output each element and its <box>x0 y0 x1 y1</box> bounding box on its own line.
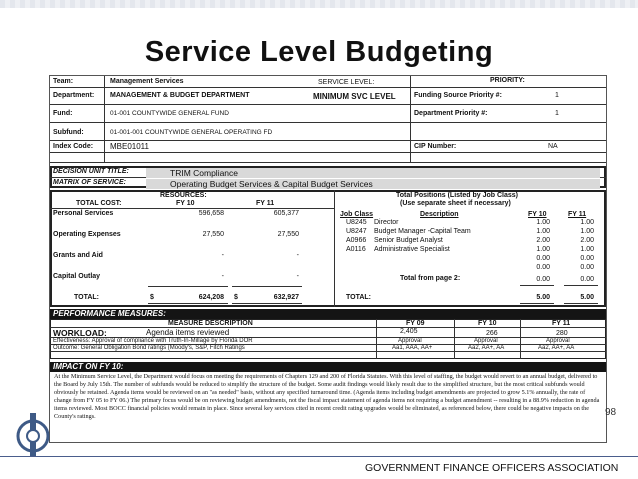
position-job: U8245 <box>346 219 367 226</box>
decision-title-value: TRIM Compliance <box>146 168 600 178</box>
fy11-header: FY 11 <box>256 200 275 207</box>
resources-total-fy10: 624,208 <box>198 294 224 301</box>
resource-label: Personal Services <box>53 210 114 217</box>
resource-fy10: - <box>221 273 224 280</box>
measure-desc: Effectiveness: Approval of compliance with Truth-In-Millage by Florida DOR <box>53 338 253 344</box>
resources-label: RESOURCES: <box>160 192 207 199</box>
position-fy11: 0.00 <box>580 255 594 262</box>
service-level-label: SERVICE LEVEL: <box>318 79 375 86</box>
page-number: 98 <box>605 407 617 418</box>
position-desc: Senior Budget Analyst <box>374 237 443 244</box>
resource-fy11: - <box>296 273 299 280</box>
budget-form <box>49 75 607 443</box>
position-fy10: 1.00 <box>536 219 550 226</box>
decision-title-label: DECISION UNIT TITLE: <box>53 168 129 175</box>
resource-label: Operating Expenses <box>53 231 121 238</box>
department-priority-value: 1 <box>555 110 559 117</box>
divider <box>148 303 228 304</box>
measure-desc: Agenda items reviewed <box>146 328 230 337</box>
divider <box>50 87 606 88</box>
performance-heading: PERFORMANCE MEASURES: <box>50 309 606 319</box>
matrix-label: MATRIX OF SERVICE: <box>53 179 126 186</box>
positions-subheading: (Use separate sheet if necessary) <box>400 200 511 207</box>
divider <box>410 76 411 162</box>
resources-total-fy11: 632,927 <box>273 294 299 301</box>
resource-fy10: 27,550 <box>202 231 224 238</box>
divider <box>334 190 335 307</box>
gfoa-logo <box>14 405 52 463</box>
position-fy11: 0.00 <box>580 264 594 271</box>
index-code-value: MBE01011 <box>110 142 149 151</box>
positions-total-label: TOTAL: <box>346 294 372 301</box>
measure-fy10: Aa2, AA+, AA <box>468 345 505 351</box>
position-fy10: 1.00 <box>536 246 550 253</box>
divider <box>50 122 606 123</box>
divider <box>50 208 334 209</box>
position-fy10: 0.00 <box>536 255 550 262</box>
position-desc: Budget Manager -Capital Team <box>374 228 471 235</box>
fy11-position-header: FY 11 <box>568 211 587 218</box>
department-value: MANAGEMENT & BUDGET DEPARTMENT <box>110 92 250 99</box>
measure-fy11: Aa2, AA+, AA <box>538 345 575 351</box>
position-job: A0966 <box>346 237 367 244</box>
resource-fy10: - <box>221 252 224 259</box>
department-label: Department: <box>53 92 95 99</box>
resource-label: Grants and Aid <box>53 252 103 259</box>
divider <box>50 327 606 328</box>
measure-fy11: Approval <box>546 338 570 344</box>
currency-symbol: $ <box>150 294 154 301</box>
position-fy10: 0.00 <box>536 264 550 271</box>
divider <box>50 104 606 105</box>
divider <box>50 162 606 163</box>
measure-fy10: Approval <box>474 338 498 344</box>
team-value: Management Services <box>110 78 184 85</box>
fy10-measure-header: FY 10 <box>478 320 497 327</box>
fy10-position-header: FY 10 <box>528 211 547 218</box>
position-desc: Director <box>374 219 399 226</box>
resource-label: Capital Outlay <box>53 273 101 280</box>
positions-total-fy11: 5.00 <box>580 294 594 301</box>
measure-description-header: MEASURE DESCRIPTION <box>168 320 253 327</box>
divider <box>50 152 606 153</box>
priority-label: PRIORITY: <box>490 77 525 84</box>
position-fy11: 1.00 <box>580 246 594 253</box>
subfund-label: Subfund: <box>53 129 84 136</box>
slide-title: Service Level Budgeting <box>144 36 494 68</box>
position-fy11: 2.00 <box>580 237 594 244</box>
matrix-value: Operating Budget Services & Capital Budget Services <box>146 179 600 189</box>
divider <box>104 76 105 162</box>
divider <box>50 140 606 141</box>
position-fy11: 1.00 <box>580 228 594 235</box>
fy10-header: FY 10 <box>176 200 195 207</box>
position-fy10: 2.00 <box>536 237 550 244</box>
position-fy10: 1.00 <box>536 228 550 235</box>
measure-desc: Outcome: General Obligation Bond ratings (Moody's, S&P, Fitch Ratings <box>53 345 245 351</box>
divider <box>564 303 598 304</box>
index-code-label: Index Code: <box>53 143 94 150</box>
resource-fy11: 27,550 <box>277 231 299 238</box>
divider <box>520 285 554 286</box>
total-cost-label: TOTAL COST: <box>76 200 122 207</box>
description-header: Description <box>420 211 459 218</box>
position-fy11: 1.00 <box>580 219 594 226</box>
divider <box>520 319 521 359</box>
funding-priority-value: 1 <box>555 92 559 99</box>
divider <box>232 303 302 304</box>
divider <box>376 319 377 359</box>
subfund-value: 01-001-001 COUNTYWIDE GENERAL OPERATING FD <box>110 129 273 136</box>
divider <box>564 285 598 286</box>
footer-divider <box>0 456 638 457</box>
page2-fy10: 0.00 <box>536 276 550 283</box>
cip-value: NA <box>548 143 558 150</box>
divider <box>148 286 228 287</box>
top-pattern <box>0 0 638 8</box>
measure-fy11: 280 <box>556 330 568 337</box>
currency-symbol: $ <box>234 294 238 301</box>
page2-label: Total from page 2: <box>400 275 461 282</box>
fund-value: 01-001 COUNTYWIDE GENERAL FUND <box>110 110 229 117</box>
footer-organization: GOVERNMENT FINANCE OFFICERS ASSOCIATION <box>365 462 619 474</box>
team-label: Team: <box>53 78 74 85</box>
department-priority-label: Department Priority #: <box>414 110 488 117</box>
resource-fy10: 596,658 <box>198 210 224 217</box>
workload-label: WORKLOAD: <box>53 328 107 338</box>
service-level-value: MINIMUM SVC LEVEL <box>313 92 396 101</box>
position-job: U8247 <box>346 228 367 235</box>
page2-fy11: 0.00 <box>580 276 594 283</box>
positions-heading: Total Positions (Listed by Job Class) <box>396 192 518 199</box>
divider <box>454 319 455 359</box>
measure-fy10: 266 <box>486 330 498 337</box>
fy11-measure-header: FY 11 <box>552 320 571 327</box>
measure-fy09: 2,405 <box>400 328 418 335</box>
positions-total-fy10: 5.00 <box>536 294 550 301</box>
impact-heading: IMPACT ON FY 10: <box>50 362 606 372</box>
job-class-header: Job Class <box>340 211 374 218</box>
divider <box>50 351 606 352</box>
fy09-measure-header: FY 09 <box>406 320 425 327</box>
resources-total-label: TOTAL: <box>74 294 100 301</box>
resource-fy11: - <box>296 252 299 259</box>
impact-text: At the Minimum Service Level, the Department would focus on meeting the requirements of Chapters 129 and 200 of Florida Statutes. With this level of staffing, the budget would revert to an annual budget, delivered to the Board by July 15th. The number of subfunds would be reduced to simplify the structure of the budget. Some audit findings would likely result due to the simplified structure, but the most critical subfunds would obviously be retained. Agenda items would be reviewed on an "as needed" basis, without any specified turnaround time. (Agenda items including budget amendments are projected to grow 5.1% annually, the rate of change from FY 05 to FY 06.) The primary focus would be on reviewing budget amendments, not the fiscal impact statement of agenda items not requiring a budget amendment -- resulting in a 88.9% reduction in agenda items reviewed. Most BOCC financial policies would remain in place. Since several key services cited in recent credit rating upgrades would be eliminated, as referenced below, there could be negative impacts on the County's ratings. <box>54 373 600 421</box>
cip-label: CIP Number: <box>414 143 457 150</box>
fund-label: Fund: <box>53 110 73 117</box>
funding-priority-label: Funding Source Priority #: <box>414 92 502 99</box>
divider <box>232 286 302 287</box>
measure-fy09: Approval <box>398 338 422 344</box>
resource-fy11: 605,377 <box>273 210 299 217</box>
position-desc: Administrative Specialist <box>374 246 450 253</box>
divider <box>520 303 554 304</box>
position-job: A0116 <box>346 246 366 253</box>
measure-fy09: Aa1, AAA, AA+ <box>392 345 433 351</box>
